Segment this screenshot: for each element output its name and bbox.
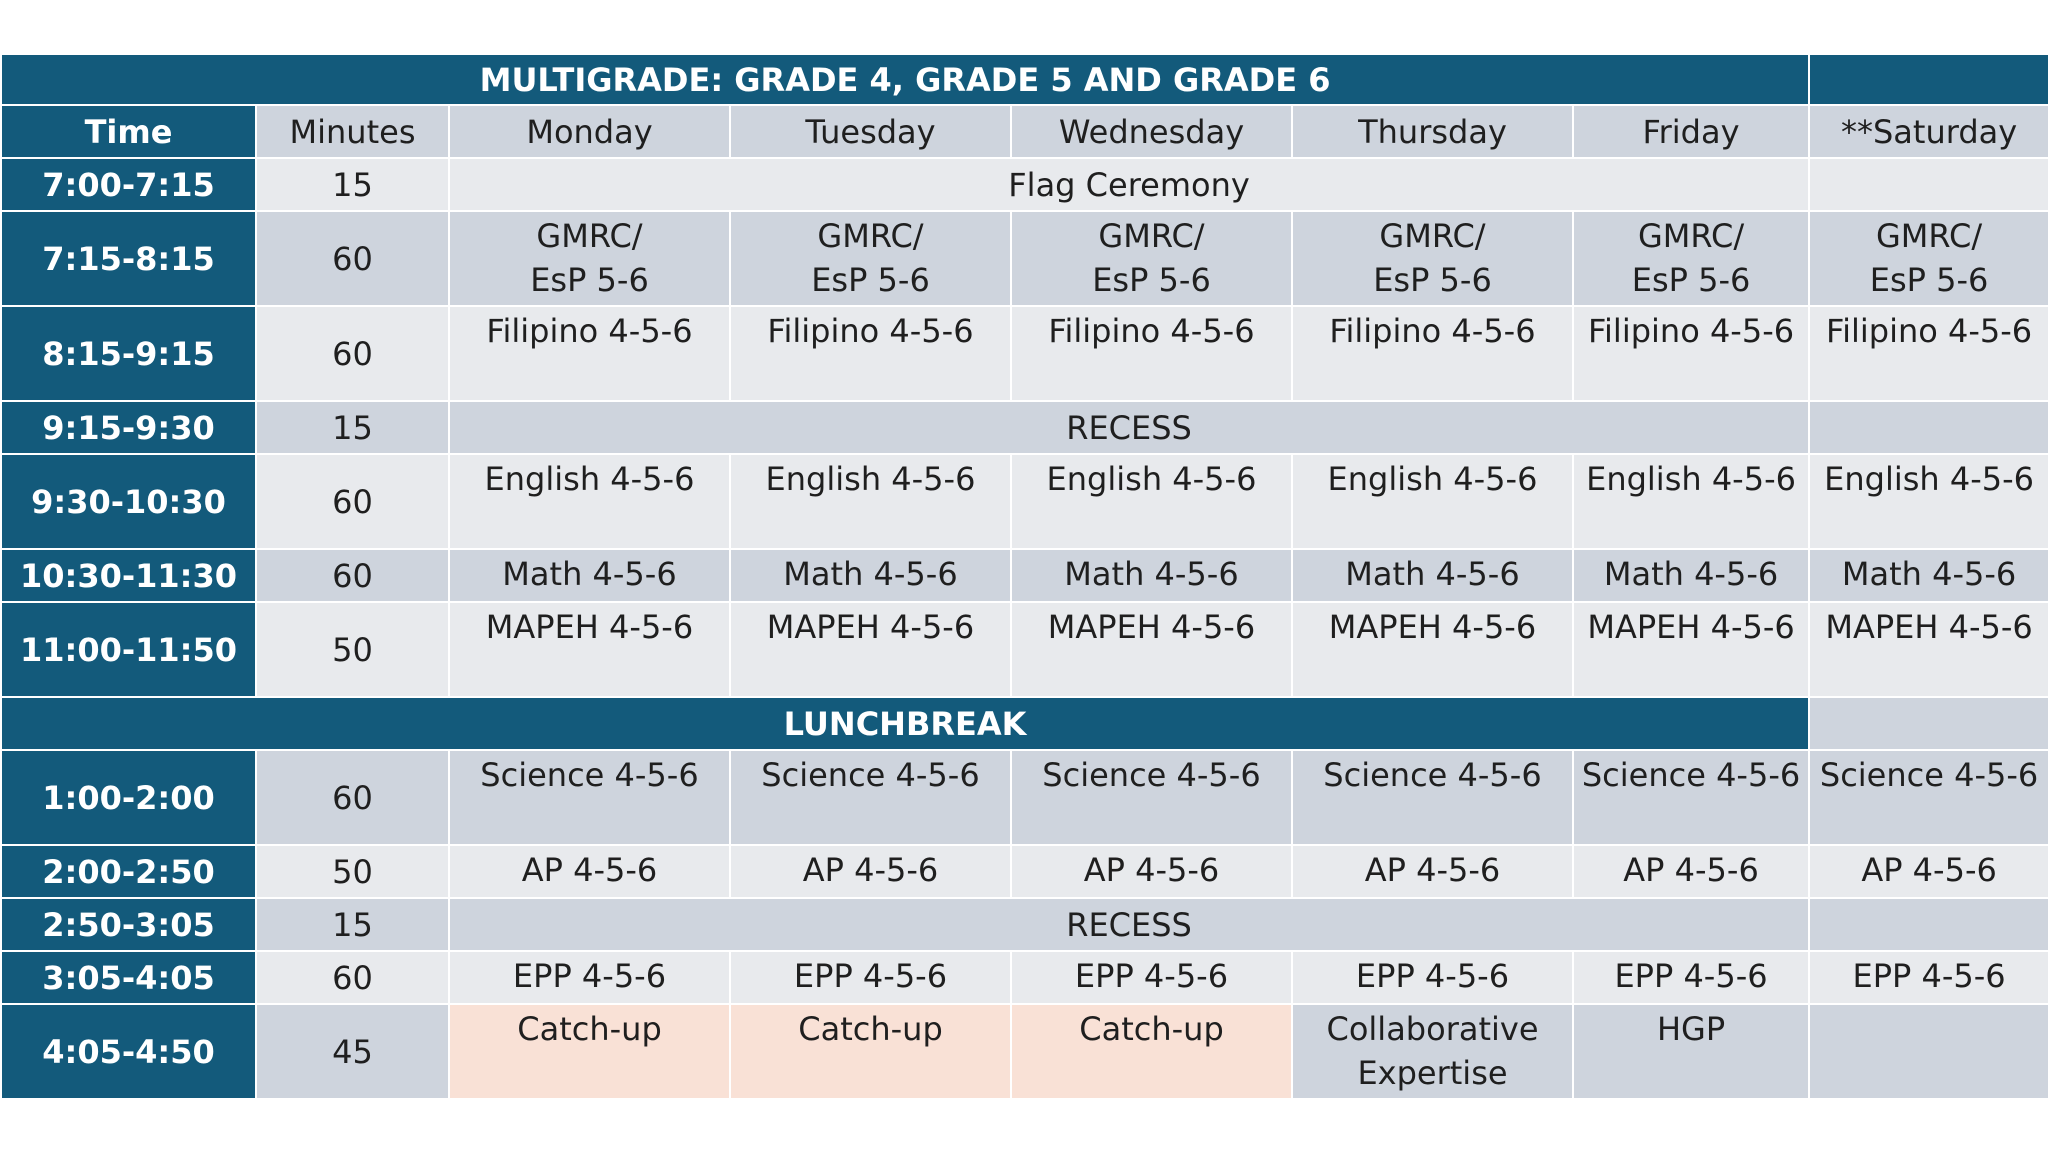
header-row	[1, 105, 2048, 158]
cell-saturday: Science 4-5-6	[1809, 750, 2048, 845]
schedule-table	[0, 53, 2048, 1100]
minutes-cell: 15	[256, 158, 449, 211]
cell-tuesday: Catch-up	[730, 1004, 1011, 1099]
minutes-cell: 60	[256, 454, 449, 549]
cell-monday: Math 4-5-6	[449, 549, 730, 602]
cell-thursday: Collaborative Expertise	[1292, 1004, 1573, 1099]
cell-friday: Math 4-5-6	[1573, 549, 1809, 602]
table-row	[1, 951, 2048, 1004]
cell-tuesday: Science 4-5-6	[730, 750, 1011, 845]
header-monday: Monday	[449, 105, 730, 158]
cell-wednesday: Filipino 4-5-6	[1011, 306, 1292, 401]
cell-monday: MAPEH 4-5-6	[449, 602, 730, 697]
lunchbreak-row	[1, 697, 2048, 750]
minutes-cell: 60	[256, 951, 449, 1004]
cell-friday: Filipino 4-5-6	[1573, 306, 1809, 401]
cell-friday: English 4-5-6	[1573, 454, 1809, 549]
cell-saturday: Math 4-5-6	[1809, 549, 2048, 602]
cell-tuesday: AP 4-5-6	[730, 845, 1011, 898]
cell-thursday: AP 4-5-6	[1292, 845, 1573, 898]
minutes-cell: 15	[256, 898, 449, 951]
header-thursday: Thursday	[1292, 105, 1573, 158]
cell-saturday: English 4-5-6	[1809, 454, 2048, 549]
cell-thursday: Filipino 4-5-6	[1292, 306, 1573, 401]
cell-thursday: MAPEH 4-5-6	[1292, 602, 1573, 697]
table-row	[1, 158, 2048, 211]
cell-wednesday: Science 4-5-6	[1011, 750, 1292, 845]
cell-tuesday: MAPEH 4-5-6	[730, 602, 1011, 697]
title-saturday-blank	[1809, 54, 2048, 105]
cell-friday: EPP 4-5-6	[1573, 951, 1809, 1004]
cell-friday: Science 4-5-6	[1573, 750, 1809, 845]
title-row	[1, 54, 2048, 105]
cell-saturday: AP 4-5-6	[1809, 845, 2048, 898]
cell-tuesday: EPP 4-5-6	[730, 951, 1011, 1004]
cell-wednesday: MAPEH 4-5-6	[1011, 602, 1292, 697]
lunchbreak-label: LUNCHBREAK	[1, 697, 1809, 750]
cell-thursday: English 4-5-6	[1292, 454, 1573, 549]
cell-saturday	[1809, 1004, 2048, 1099]
table-row	[1, 898, 2048, 951]
header-saturday: **Saturday	[1809, 105, 2048, 158]
cell-monday: Science 4-5-6	[449, 750, 730, 845]
saturday-blank-cell	[1809, 898, 2048, 951]
minutes-cell: 15	[256, 401, 449, 454]
cell-wednesday: Catch-up	[1011, 1004, 1292, 1099]
cell-saturday: Filipino 4-5-6	[1809, 306, 2048, 401]
table-row	[1, 750, 2048, 845]
table-row	[1, 211, 2048, 306]
merged-cell: Flag Ceremony	[449, 158, 1809, 211]
minutes-cell: 60	[256, 750, 449, 845]
table-row	[1, 401, 2048, 454]
cell-wednesday: English 4-5-6	[1011, 454, 1292, 549]
table-row	[1, 845, 2048, 898]
cell-friday: AP 4-5-6	[1573, 845, 1809, 898]
cell-tuesday: Math 4-5-6	[730, 549, 1011, 602]
cell-monday: AP 4-5-6	[449, 845, 730, 898]
cell-saturday: EPP 4-5-6	[1809, 951, 2048, 1004]
time-cell: 2:00-2:50	[1, 845, 256, 898]
cell-friday: MAPEH 4-5-6	[1573, 602, 1809, 697]
time-cell: 7:15-8:15	[1, 211, 256, 306]
header-minutes: Minutes	[256, 105, 449, 158]
header-time: Time	[1, 105, 256, 158]
cell-tuesday: Filipino 4-5-6	[730, 306, 1011, 401]
minutes-cell: 50	[256, 845, 449, 898]
cell-thursday: EPP 4-5-6	[1292, 951, 1573, 1004]
time-cell: 9:15-9:30	[1, 401, 256, 454]
cell-saturday: MAPEH 4-5-6	[1809, 602, 2048, 697]
table-row	[1, 549, 2048, 602]
table-row	[1, 1004, 2048, 1099]
cell-thursday: Science 4-5-6	[1292, 750, 1573, 845]
minutes-cell: 45	[256, 1004, 449, 1099]
cell-wednesday: EPP 4-5-6	[1011, 951, 1292, 1004]
table-row	[1, 602, 2048, 697]
cell-wednesday: Math 4-5-6	[1011, 549, 1292, 602]
cell-thursday: Math 4-5-6	[1292, 549, 1573, 602]
time-cell: 8:15-9:15	[1, 306, 256, 401]
lunchbreak-saturday-blank	[1809, 697, 2048, 750]
time-cell: 10:30-11:30	[1, 549, 256, 602]
cell-wednesday: AP 4-5-6	[1011, 845, 1292, 898]
time-cell: 7:00-7:15	[1, 158, 256, 211]
cell-monday: Filipino 4-5-6	[449, 306, 730, 401]
cell-monday: Catch-up	[449, 1004, 730, 1099]
time-cell: 1:00-2:00	[1, 750, 256, 845]
cell-wednesday: GMRC/ EsP 5-6	[1011, 211, 1292, 306]
cell-tuesday: English 4-5-6	[730, 454, 1011, 549]
cell-friday: GMRC/ EsP 5-6	[1573, 211, 1809, 306]
table-row	[1, 454, 2048, 549]
table-row	[1, 306, 2048, 401]
header-wednesday: Wednesday	[1011, 105, 1292, 158]
minutes-cell: 60	[256, 211, 449, 306]
header-tuesday: Tuesday	[730, 105, 1011, 158]
saturday-blank-cell	[1809, 158, 2048, 211]
minutes-cell: 50	[256, 602, 449, 697]
merged-cell: RECESS	[449, 401, 1809, 454]
cell-saturday: GMRC/ EsP 5-6	[1809, 211, 2048, 306]
merged-cell: RECESS	[449, 898, 1809, 951]
saturday-blank-cell	[1809, 401, 2048, 454]
cell-monday: GMRC/ EsP 5-6	[449, 211, 730, 306]
table-title: MULTIGRADE: GRADE 4, GRADE 5 AND GRADE 6	[1, 54, 1809, 105]
cell-tuesday: GMRC/ EsP 5-6	[730, 211, 1011, 306]
minutes-cell: 60	[256, 549, 449, 602]
minutes-cell: 60	[256, 306, 449, 401]
time-cell: 3:05-4:05	[1, 951, 256, 1004]
cell-friday: HGP	[1573, 1004, 1809, 1099]
time-cell: 4:05-4:50	[1, 1004, 256, 1099]
time-cell: 2:50-3:05	[1, 898, 256, 951]
time-cell: 9:30-10:30	[1, 454, 256, 549]
cell-thursday: GMRC/ EsP 5-6	[1292, 211, 1573, 306]
cell-monday: EPP 4-5-6	[449, 951, 730, 1004]
header-friday: Friday	[1573, 105, 1809, 158]
cell-monday: English 4-5-6	[449, 454, 730, 549]
time-cell: 11:00-11:50	[1, 602, 256, 697]
